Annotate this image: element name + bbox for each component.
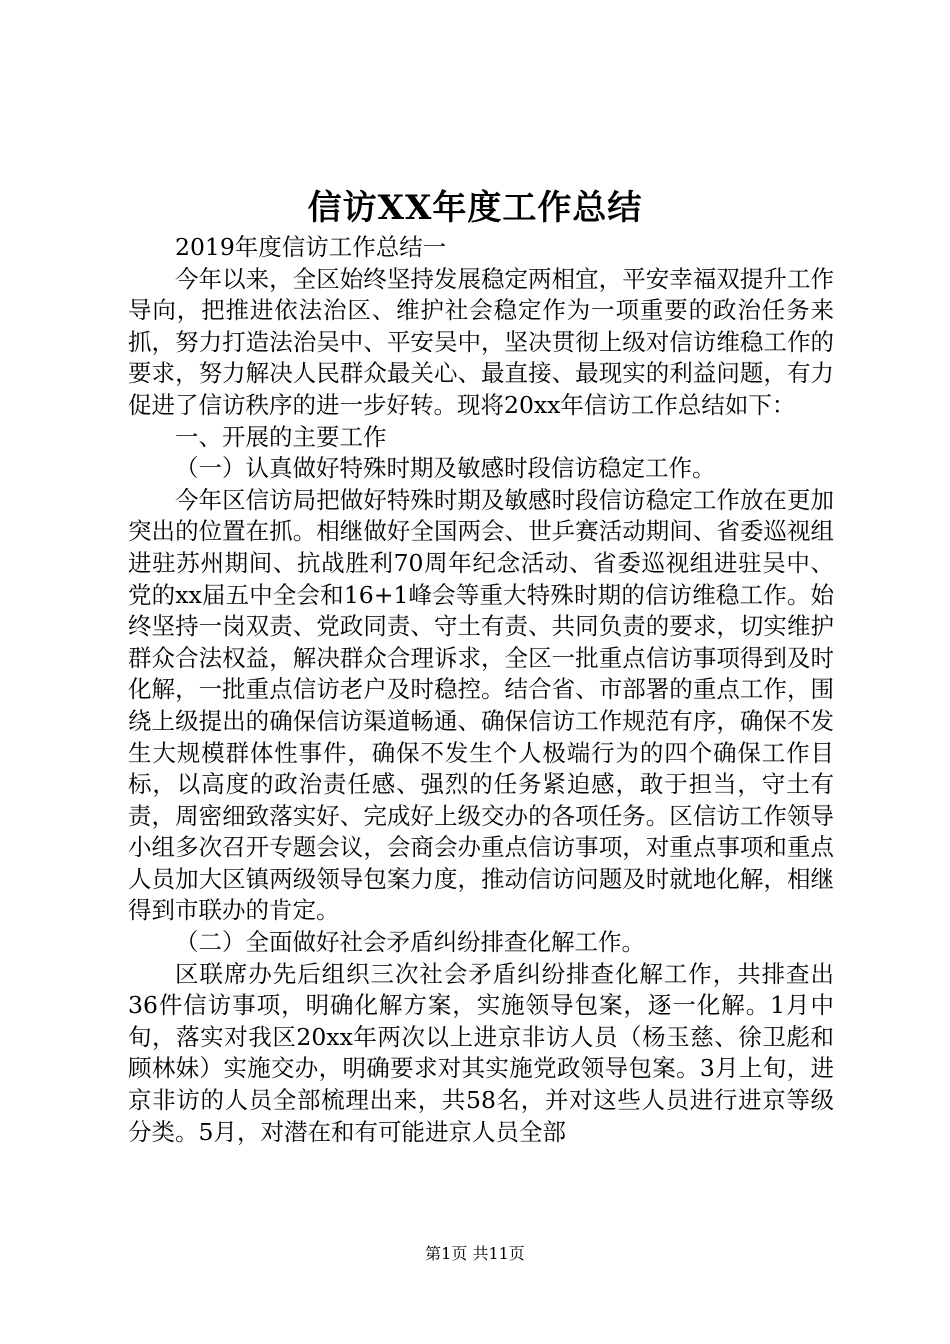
subsection-heading-2: （二）全面做好社会矛盾纠纷排查化解工作。 <box>175 928 645 957</box>
document-body <box>128 232 834 1148</box>
document-title: 信访XX年度工作总结 <box>307 188 643 228</box>
paragraph-intro: 今年以来，全区始终坚持发展稳定两相宜，平安幸福双提升工作导向，把推进依法治区、维护社会稳定作为一项重要的政治任务来抓，努力打造法治吴中、平安吴中，坚决贯彻上级对信访维稳工作的要求，努力解决人民群众最关心、最直接、最现实的利益问题，有力促进了信访秩序的进一步好转。现将20xx年信访工作总结如下： <box>128 264 834 419</box>
subsection-heading-1: （一）认真做好特殊时期及敏感时段信访稳定工作。 <box>175 454 716 483</box>
page-number-footer: 第1页 共11页 <box>425 1244 525 1263</box>
paragraph-subtitle: 2019年度信访工作总结一 <box>175 233 447 261</box>
paragraph-body-2: 区联席办先后组织三次社会矛盾纠纷排查化解工作，共排查出36件信访事项，明确化解方案，实施领导包案，逐一化解。1月中旬，落实对我区20xx年两次以上进京非访人员（杨玉慈、徐卫彪和顾林妹）实施交办，明确要求对其实施党政领导包案。3月上旬，进京非访的人员全部梳理出来，共58名，并对这些人员进行进京等级分类。5月，对潜在和有可能进京人员全部 <box>128 959 834 1146</box>
paragraph-body-1: 今年区信访局把做好特殊时期及敏感时段信访稳定工作放在更加突出的位置在抓。相继做好全国两会、世乒赛活动期间、省委巡视组进驻苏州期间、抗战胜利70周年纪念活动、省委巡视组进驻吴中、党的xx届五中全会和16+1峰会等重大特殊时期的信访维稳工作。始终坚持一岗双责、党政同责、守土有责、共同负责的要求，切实维护群众合法权益，解决群众合理诉求，全区一批重点信访事项得到及时化解，一批重点信访老户及时稳控。结合省、市部署的重点工作，围绕上级提出的确保信访渠道畅通、确保信访工作规范有序，确保不发生大规模群体性事件，确保不发生个人极端行为的四个确保工作目标，以高度的政治责任感、强烈的任务紧迫感，敢于担当，守土有责，周密细致落实好、完成好上级交办的各项任务。区信访工作领导小组多次召开专题会议，会商会办重点信访事项，对重点事项和重点人员加大区镇两级领导包案力度，推动信访问题及时就地化解，相继得到市联办的肯定。 <box>128 485 834 925</box>
section-heading: 一、开展的主要工作 <box>175 422 387 451</box>
